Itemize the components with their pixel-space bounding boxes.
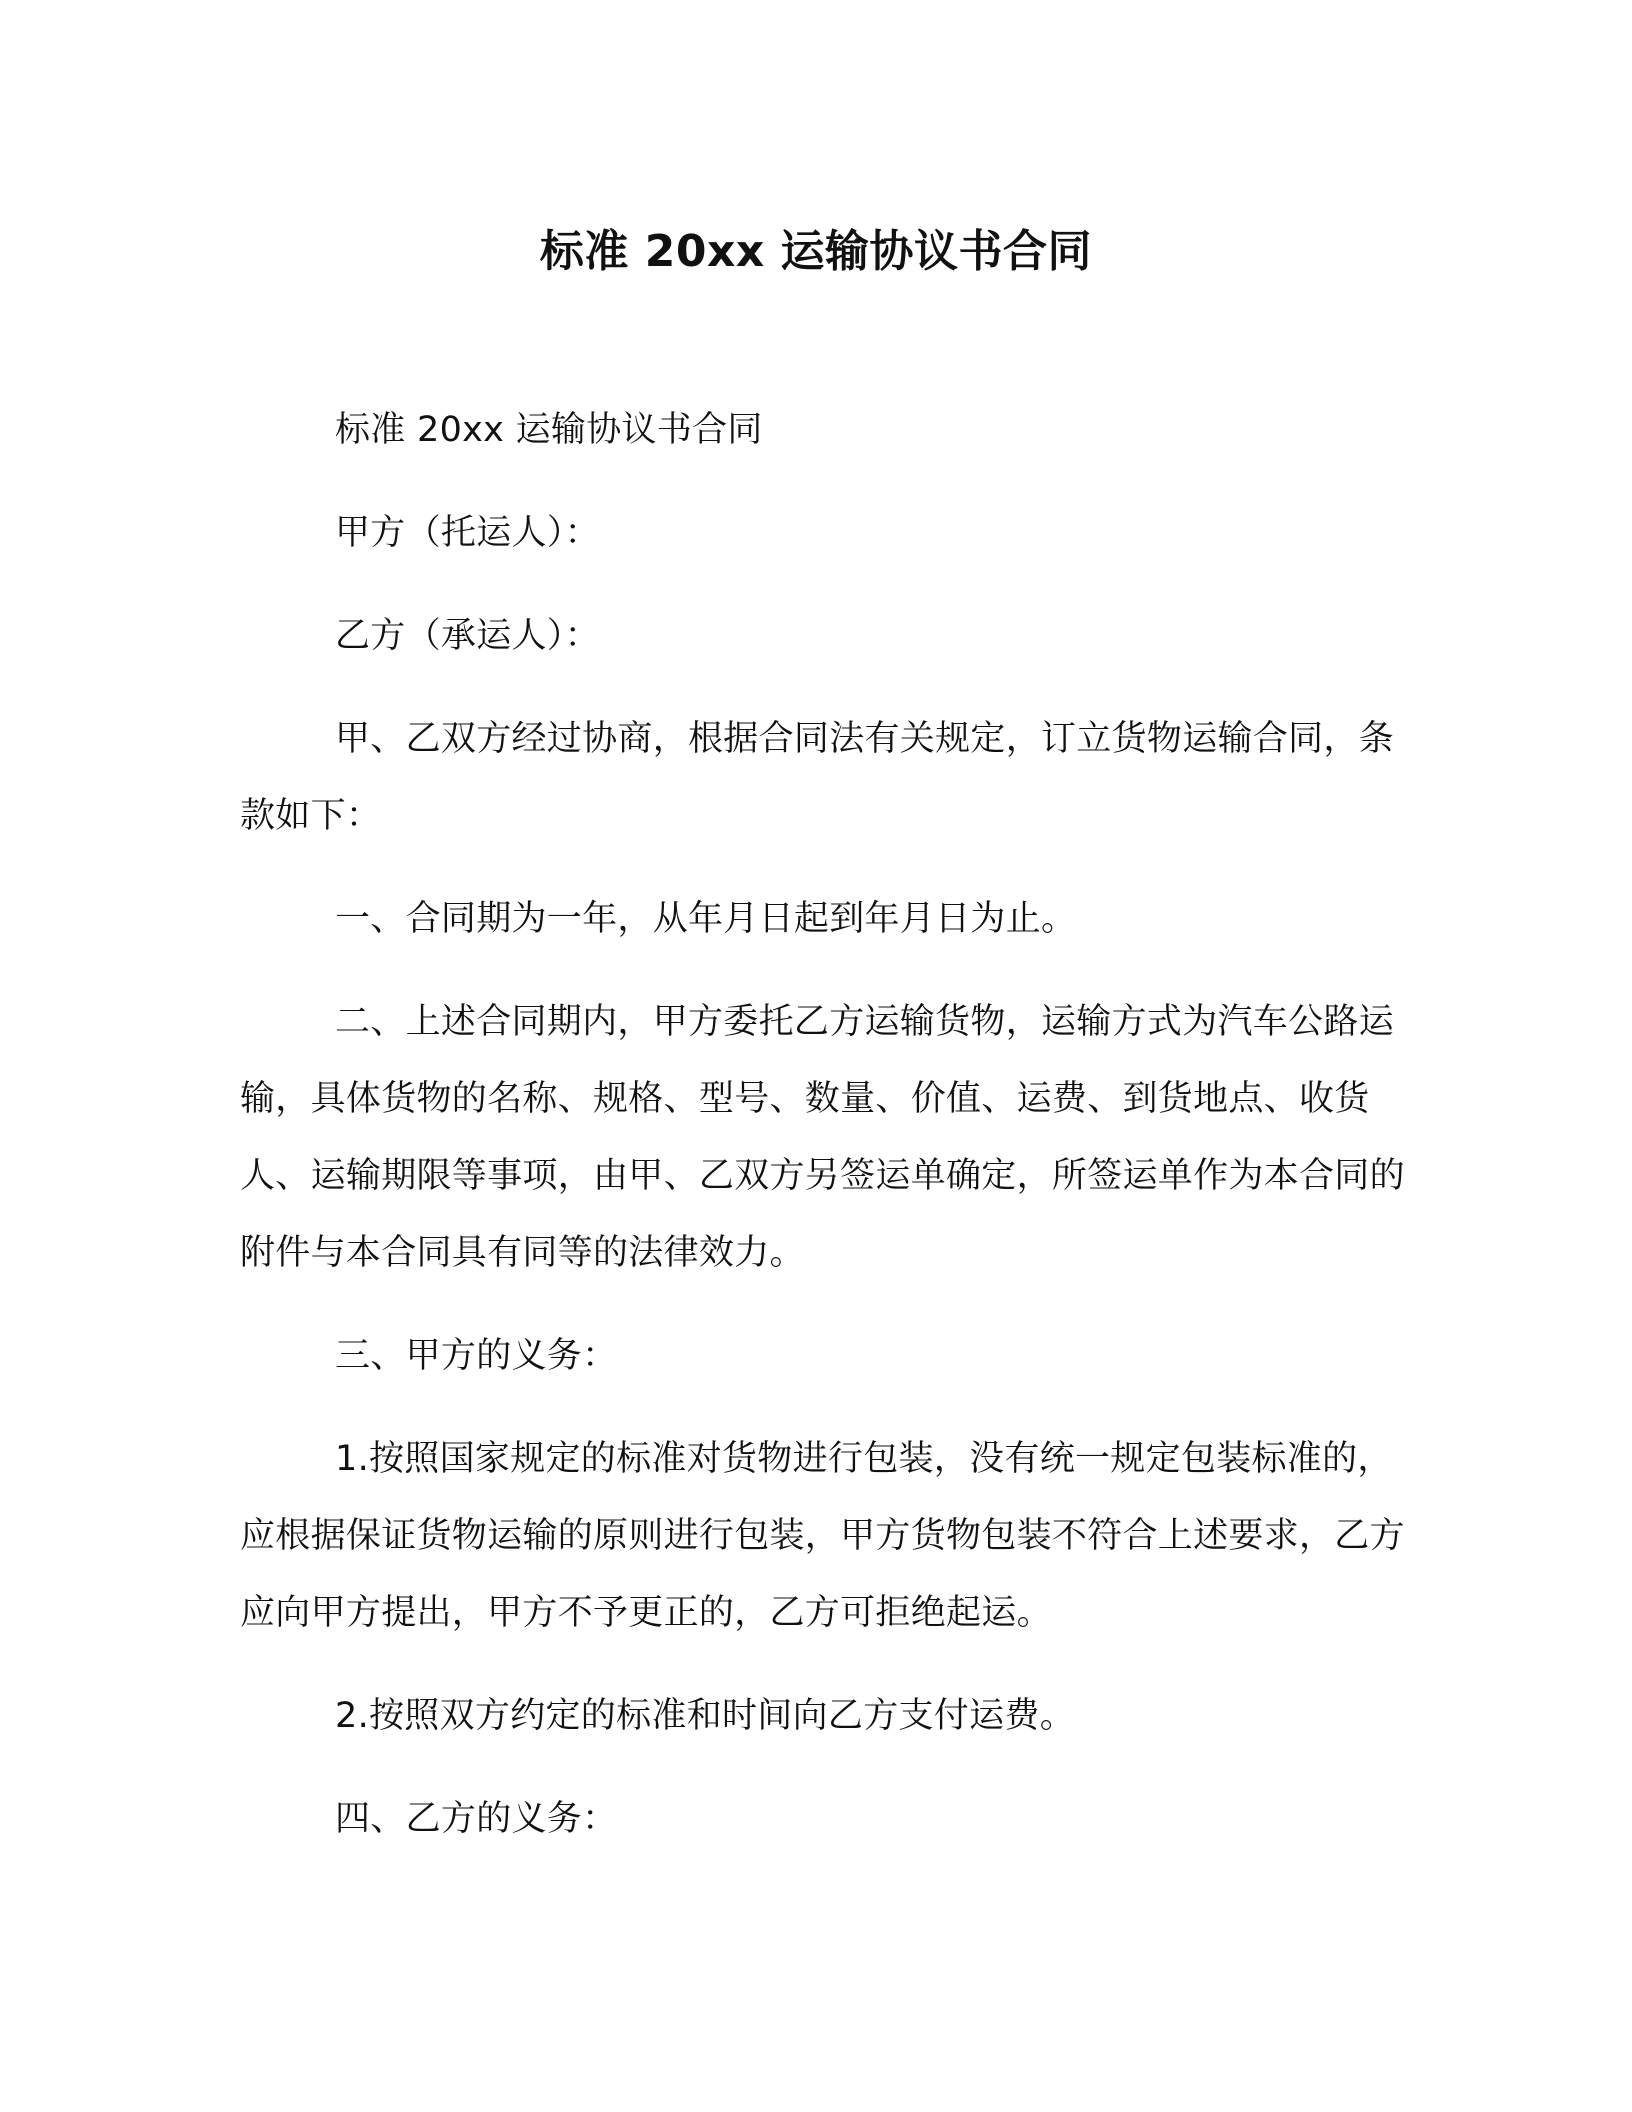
- paragraph-clause-3-heading: 三、甲方的义务：: [335, 1336, 618, 1376]
- paragraph-clause-1: 一、合同期为一年，从年月日起到年月日为止。: [335, 899, 1077, 939]
- paragraph-preamble: 甲、乙双方经过协商，根据合同法有关规定，订立货物运输合同，条款如下：: [240, 719, 1395, 836]
- paragraph-party-b: 乙方（承运人）：: [335, 616, 600, 656]
- paragraph-subtitle: 标准 20xx 运输协议书合同: [335, 410, 763, 450]
- paragraph-clause-4-heading: 四、乙方的义务：: [335, 1799, 618, 1839]
- document-title: 标准 20xx 运输协议书合同: [539, 226, 1093, 277]
- paragraph-clause-3-item-1: 1.按照国家规定的标准对货物进行包装，没有统一规定包装标准的，应根据保证货物运输的原则进行包装，甲方货物包装不符合上述要求，乙方应向甲方提出，甲方不予更正的，乙方可拒绝起运。: [240, 1439, 1405, 1633]
- document-body: [240, 392, 1410, 1884]
- paragraph-party-a: 甲方（托运人）：: [335, 513, 600, 553]
- paragraph-clause-3-item-2: 2.按照双方约定的标准和时间向乙方支付运费。: [335, 1696, 1075, 1736]
- paragraph-clause-2: 二、上述合同期内，甲方委托乙方运输货物，运输方式为汽车公路运输，具体货物的名称、规格、型号、数量、价值、运费、到货地点、收货人、运输期限等事项，由甲、乙双方另签运单确定，所签运单作为本合同的附件与本合同具有同等的法律效力。: [240, 1002, 1405, 1273]
